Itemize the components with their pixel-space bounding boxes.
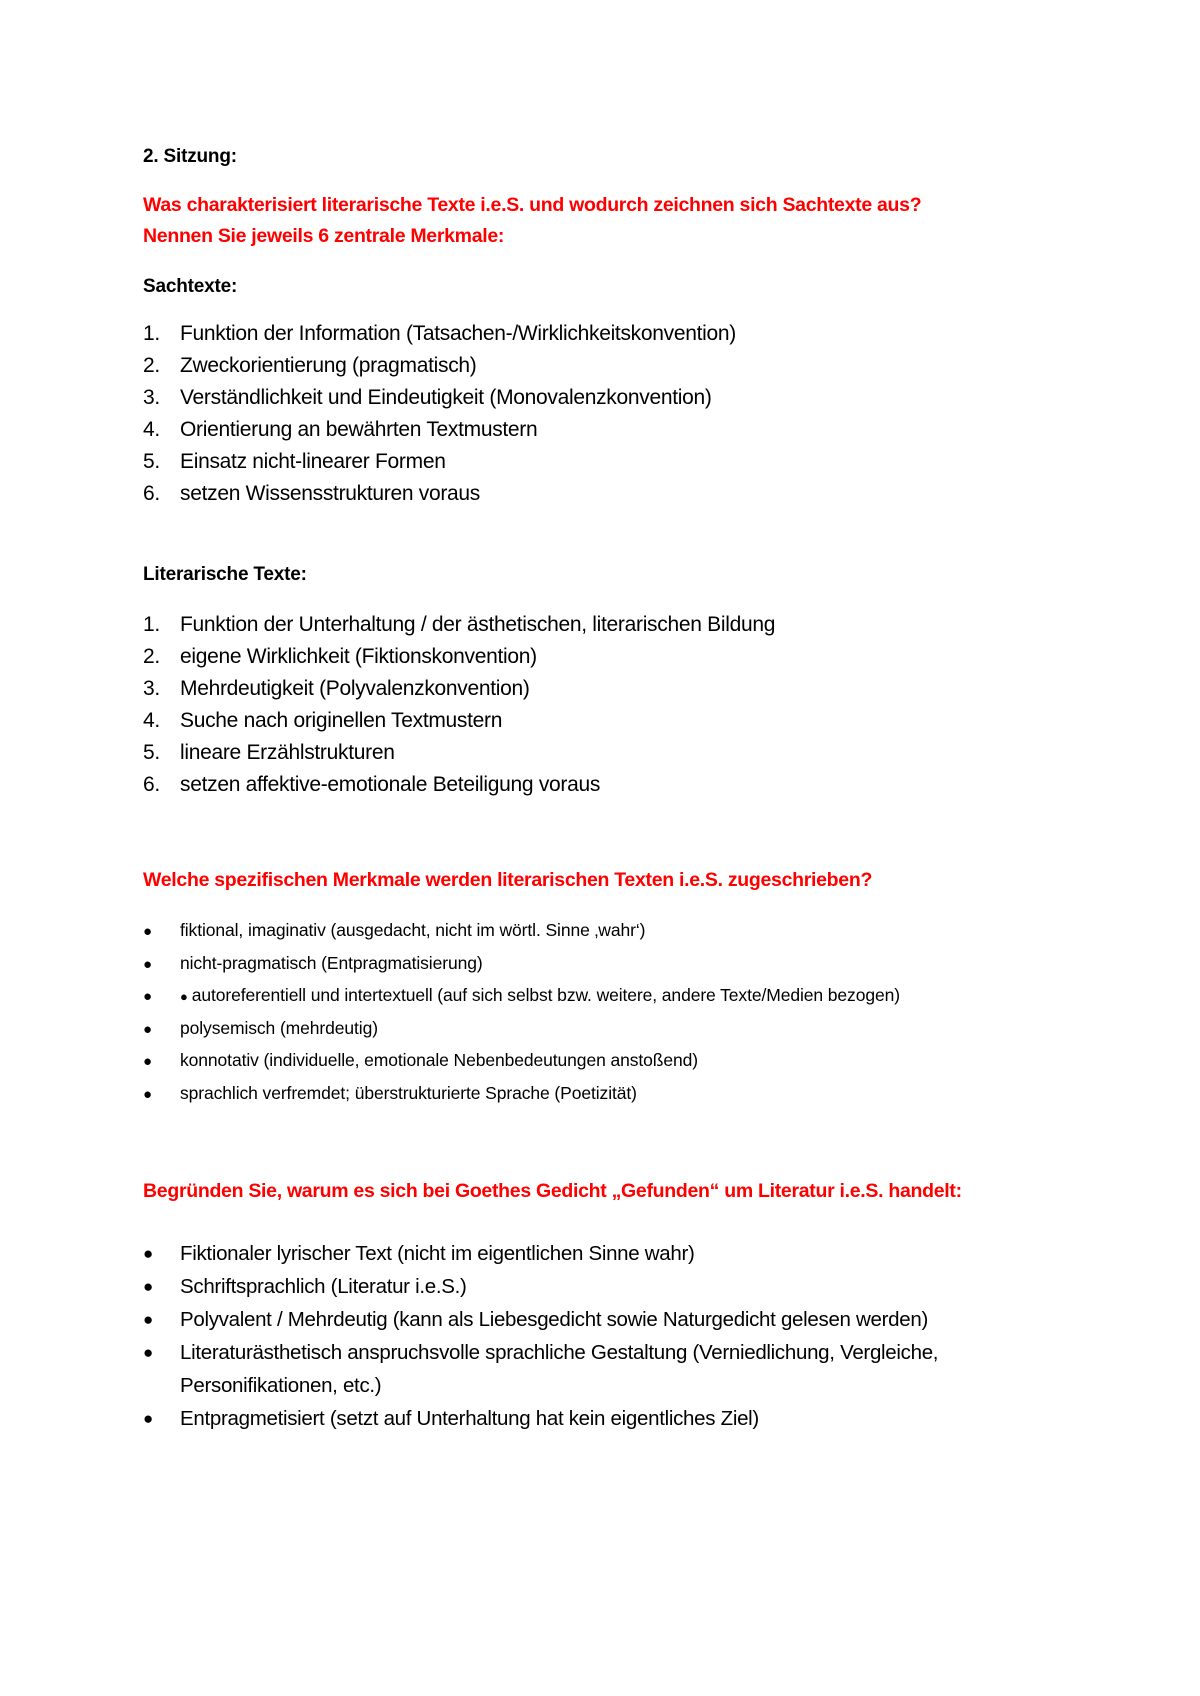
bullet-icon: ● bbox=[143, 988, 152, 1006]
list-item-text: sprachlich verfremdet; überstrukturierte Sprache (Poetizität) bbox=[180, 1082, 637, 1103]
list-number: 4. bbox=[143, 709, 160, 732]
list-item bbox=[143, 478, 736, 510]
literarische-texte-heading: Literarische Texte: bbox=[143, 564, 307, 585]
list-number: 1. bbox=[143, 322, 160, 345]
list-item-text: Funktion der Information (Tatsachen-/Wirklichkeitskonvention) bbox=[180, 322, 736, 345]
list-item-text: nicht-pragmatisch (Entpragmatisierung) bbox=[180, 952, 483, 973]
list-item bbox=[143, 350, 736, 382]
list-item bbox=[143, 947, 900, 980]
bullet-icon: ● bbox=[143, 955, 152, 973]
bullet-icon: ● bbox=[143, 1020, 152, 1038]
list-item bbox=[143, 1044, 900, 1077]
list-item bbox=[143, 1336, 1070, 1402]
list-item bbox=[143, 1270, 1070, 1303]
list-item-text: Suche nach originellen Textmustern bbox=[180, 709, 503, 732]
list-number: 1. bbox=[143, 613, 160, 636]
list-number: 2. bbox=[143, 354, 160, 377]
list-item bbox=[143, 914, 900, 947]
list-number: 6. bbox=[143, 482, 160, 505]
list-item bbox=[143, 705, 775, 737]
list-item bbox=[143, 1077, 900, 1110]
merkmale-list bbox=[143, 914, 900, 1110]
list-item-text: Polyvalent / Mehrdeutig (kann als Liebesgedicht sowie Naturgedicht gelesen werden) bbox=[180, 1308, 929, 1331]
list-item bbox=[143, 1303, 1070, 1336]
list-item-text: setzen Wissensstrukturen voraus bbox=[180, 482, 480, 505]
sachtexte-heading: Sachtexte: bbox=[143, 276, 238, 297]
list-item bbox=[143, 609, 775, 641]
list-item-text: Entpragmetisiert (setzt auf Unterhaltung hat kein eigentliches Ziel) bbox=[180, 1407, 759, 1430]
list-item-text: Schriftsprachlich (Literatur i.e.S.) bbox=[180, 1275, 467, 1298]
list-number: 5. bbox=[143, 450, 160, 473]
literarische-texte-list bbox=[143, 609, 775, 801]
list-item bbox=[143, 641, 775, 673]
list-item bbox=[143, 737, 775, 769]
list-item-text: fiktional, imaginativ (ausgedacht, nicht im wörtl. Sinne ‚wahr‘) bbox=[180, 920, 646, 940]
question-1-line-2: Nennen Sie jeweils 6 zentrale Merkmale: bbox=[143, 225, 505, 247]
question-1 bbox=[143, 190, 921, 252]
sachtexte-list bbox=[143, 318, 736, 510]
list-item-text: Verständlichkeit und Eindeutigkeit (Monovalenzkonvention) bbox=[180, 386, 712, 409]
bullet-icon: ● bbox=[143, 1053, 152, 1071]
list-item bbox=[143, 318, 736, 350]
list-item bbox=[143, 673, 775, 705]
list-item-text: Einsatz nicht-linearer Formen bbox=[180, 450, 446, 473]
bullet-icon: ● bbox=[143, 1343, 153, 1362]
list-number: 2. bbox=[143, 645, 160, 668]
bullet-icon: ● bbox=[143, 1244, 153, 1263]
list-item bbox=[143, 1402, 1070, 1435]
bullet-icon: ● bbox=[143, 1409, 153, 1428]
list-item-text: Zweckorientierung (pragmatisch) bbox=[180, 354, 477, 377]
list-item-text: Fiktionaler lyrischer Text (nicht im eigentlichen Sinne wahr) bbox=[180, 1242, 695, 1265]
list-number: 5. bbox=[143, 741, 160, 764]
begruendung-list bbox=[143, 1237, 1070, 1435]
bullet-icon: ● bbox=[143, 923, 152, 940]
session-title: 2. Sitzung: bbox=[143, 146, 237, 167]
list-item bbox=[143, 1237, 1070, 1270]
inline-bullet-icon: ● bbox=[180, 989, 188, 1005]
list-item bbox=[143, 414, 736, 446]
list-item-text: Funktion der Unterhaltung / der ästhetischen, literarischen Bildung bbox=[180, 613, 776, 636]
list-item-text: konnotativ (individuelle, emotionale Nebenbedeutungen anstoßend) bbox=[180, 1050, 698, 1071]
list-number: 3. bbox=[143, 677, 160, 700]
bullet-icon: ● bbox=[143, 1277, 153, 1296]
list-number: 4. bbox=[143, 418, 160, 441]
list-item-text: setzen affektive-emotionale Beteiligung voraus bbox=[180, 773, 601, 796]
question-2: Welche spezifischen Merkmale werden literarischen Texten i.e.S. zugeschrieben? bbox=[143, 869, 873, 891]
list-number: 3. bbox=[143, 386, 160, 409]
list-item-text: eigene Wirklichkeit (Fiktionskonvention) bbox=[180, 645, 537, 668]
list-item-text: autoreferentiell und intertextuell (auf sich selbst bzw. weitere, andere Texte/Medien bezogen) bbox=[191, 985, 900, 1006]
list-item bbox=[143, 979, 900, 1012]
list-number: 6. bbox=[143, 773, 160, 796]
question-1-line-1: Was charakterisiert literarische Texte i.e.S. und wodurch zeichnen sich Sachtexte aus? bbox=[143, 194, 922, 216]
bullet-icon: ● bbox=[143, 1310, 153, 1329]
question-3: Begründen Sie, warum es sich bei Goethes Gedicht „Gefunden“ um Literatur i.e.S. handelt: bbox=[143, 1180, 962, 1202]
list-item bbox=[143, 769, 775, 801]
list-item-text: lineare Erzählstrukturen bbox=[180, 741, 395, 764]
list-item-text: Literaturästhetisch anspruchsvolle sprachliche Gestaltung (Verniedlichung, Vergleiche, Personifikationen, etc.) bbox=[180, 1341, 939, 1397]
bullet-icon: ● bbox=[143, 1085, 152, 1103]
list-item bbox=[143, 446, 736, 478]
list-item-text: polysemisch (mehrdeutig) bbox=[180, 1017, 378, 1038]
list-item bbox=[143, 1012, 900, 1045]
list-item-text: Mehrdeutigkeit (Polyvalenzkonvention) bbox=[180, 677, 530, 700]
list-item-text: Orientierung an bewährten Textmustern bbox=[180, 418, 538, 441]
list-item bbox=[143, 382, 736, 414]
